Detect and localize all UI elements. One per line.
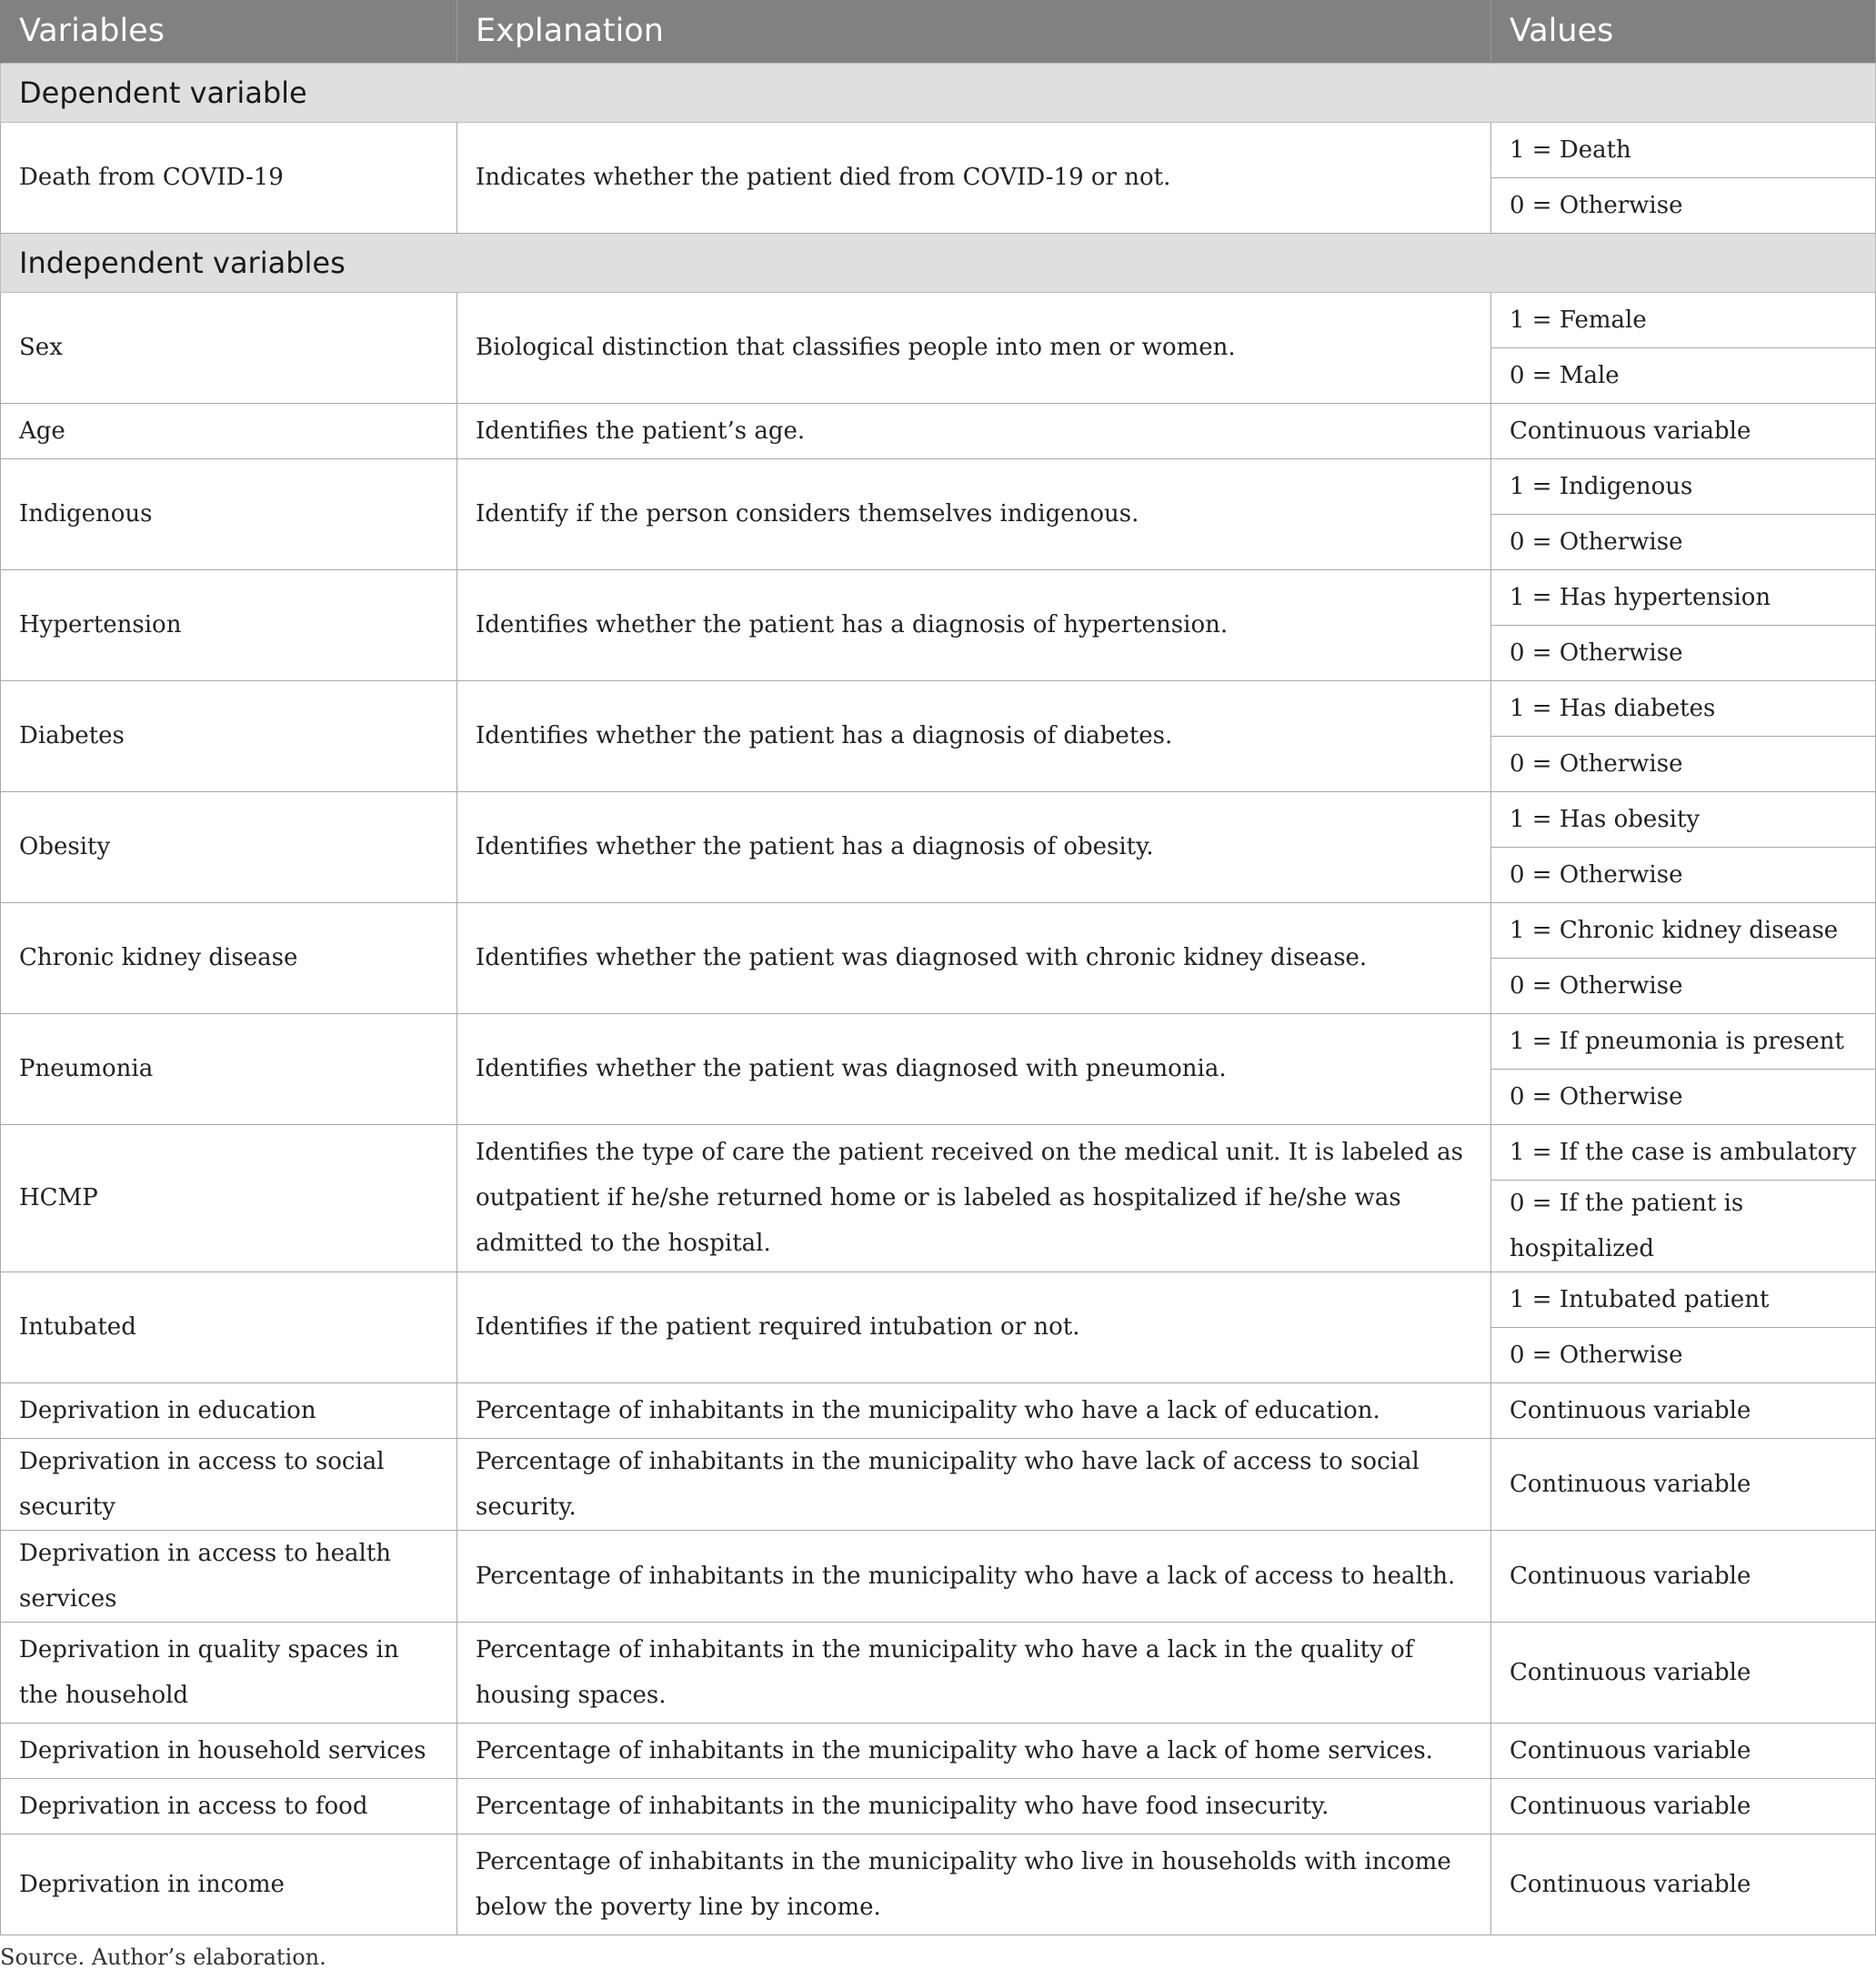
value-cell: Continuous variable bbox=[1491, 1778, 1876, 1834]
explanation-cell: Indicates whether the patient died from COVID-19 or not. bbox=[457, 122, 1491, 233]
value-cell: 1 = Has hypertension bbox=[1491, 569, 1876, 625]
header-variables: Variables bbox=[1, 0, 457, 63]
section-row-independent bbox=[1, 233, 1876, 292]
table-row bbox=[1, 1778, 1876, 1834]
value-cell: Continuous variable bbox=[1491, 1622, 1876, 1723]
explanation-cell: Identifies if the patient required intubation or not. bbox=[457, 1271, 1491, 1382]
explanation-cell: Identifies whether the patient has a diagnosis of hypertension. bbox=[457, 569, 1491, 680]
value-cell: 0 = If the patient is hospitalized bbox=[1491, 1180, 1876, 1271]
explanation-cell: Identifies whether the patient was diagnosed with pneumonia. bbox=[457, 1013, 1491, 1124]
value-cell: 0 = Otherwise bbox=[1491, 625, 1876, 680]
table-row bbox=[1, 1382, 1876, 1438]
explanation-cell: Percentage of inhabitants in the municipality who have a lack of home services. bbox=[457, 1723, 1491, 1778]
value-cell: 1 = Chronic kidney disease bbox=[1491, 902, 1876, 958]
value-cell: 1 = Has obesity bbox=[1491, 791, 1876, 847]
value-cell: 0 = Otherwise bbox=[1491, 847, 1876, 902]
table-row bbox=[1, 1622, 1876, 1723]
table-header-row bbox=[1, 0, 1876, 63]
explanation-cell: Identify if the person considers themselves indigenous. bbox=[457, 458, 1491, 569]
header-explanation: Explanation bbox=[457, 0, 1491, 63]
value-cell: 1 = Female bbox=[1491, 292, 1876, 347]
variable-cell: Death from COVID-19 bbox=[1, 122, 457, 233]
variable-cell: Deprivation in income bbox=[1, 1834, 457, 1935]
value-cell: 0 = Otherwise bbox=[1491, 736, 1876, 791]
variable-cell: Deprivation in education bbox=[1, 1382, 457, 1438]
explanation-cell: Percentage of inhabitants in the municipality who have a lack in the quality of housing spaces. bbox=[457, 1622, 1491, 1723]
explanation-cell: Identifies the type of care the patient received on the medical unit. It is labeled as outpatient if he/she returned home or is labeled as hospitalized if he/she was admitted to the hospital. bbox=[457, 1124, 1491, 1271]
value-cell: 1 = Intubated patient bbox=[1491, 1271, 1876, 1327]
explanation-cell: Biological distinction that classifies people into men or women. bbox=[457, 292, 1491, 403]
value-cell: Continuous variable bbox=[1491, 1530, 1876, 1622]
value-cell: 1 = Has diabetes bbox=[1491, 680, 1876, 736]
value-cell: 0 = Otherwise bbox=[1491, 1327, 1876, 1382]
table-row bbox=[1, 1013, 1876, 1069]
value-cell: 0 = Male bbox=[1491, 347, 1876, 403]
variable-cell: Chronic kidney disease bbox=[1, 902, 457, 1013]
variable-cell: Deprivation in quality spaces in the household bbox=[1, 1622, 457, 1723]
table-row bbox=[1, 902, 1876, 958]
explanation-cell: Percentage of inhabitants in the municipality who have food insecurity. bbox=[457, 1778, 1491, 1834]
variable-cell: Deprivation in access to food bbox=[1, 1778, 457, 1834]
explanation-cell: Percentage of inhabitants in the municipality who have a lack of education. bbox=[457, 1382, 1491, 1438]
table-row bbox=[1, 1834, 1876, 1935]
value-cell: 1 = If pneumonia is present bbox=[1491, 1013, 1876, 1069]
variable-cell: HCMP bbox=[1, 1124, 457, 1271]
explanation-cell: Identifies whether the patient has a diagnosis of diabetes. bbox=[457, 680, 1491, 791]
table-row bbox=[1, 1271, 1876, 1327]
value-cell: 0 = Otherwise bbox=[1491, 514, 1876, 569]
table-row bbox=[1, 1438, 1876, 1530]
variable-cell: Obesity bbox=[1, 791, 457, 902]
value-cell: Continuous variable bbox=[1491, 1438, 1876, 1530]
section-row-dependent bbox=[1, 63, 1876, 122]
table-row bbox=[1, 1124, 1876, 1180]
table-row bbox=[1, 1530, 1876, 1622]
explanation-cell: Identifies whether the patient was diagnosed with chronic kidney disease. bbox=[457, 902, 1491, 1013]
table-row bbox=[1, 403, 1876, 458]
table-row bbox=[1, 680, 1876, 736]
source-footnote: Source. Author’s elaboration. bbox=[0, 1944, 326, 1970]
value-cell: Continuous variable bbox=[1491, 1382, 1876, 1438]
explanation-cell: Identifies whether the patient has a diagnosis of obesity. bbox=[457, 791, 1491, 902]
table-row bbox=[1, 458, 1876, 514]
header-values: Values bbox=[1491, 0, 1876, 63]
section-label: Independent variables bbox=[1, 233, 1876, 292]
value-cell: 1 = Indigenous bbox=[1491, 458, 1876, 514]
value-cell: Continuous variable bbox=[1491, 1723, 1876, 1778]
value-cell: 0 = Otherwise bbox=[1491, 177, 1876, 233]
table-row bbox=[1, 122, 1876, 177]
variable-cell: Deprivation in access to health services bbox=[1, 1530, 457, 1622]
variable-cell: Hypertension bbox=[1, 569, 457, 680]
variable-cell: Sex bbox=[1, 292, 457, 403]
variable-cell: Deprivation in access to social security bbox=[1, 1438, 457, 1530]
variable-cell: Pneumonia bbox=[1, 1013, 457, 1124]
explanation-cell: Percentage of inhabitants in the municipality who have a lack of access to health. bbox=[457, 1530, 1491, 1622]
value-cell: 0 = Otherwise bbox=[1491, 958, 1876, 1013]
table-row bbox=[1, 292, 1876, 347]
section-label: Dependent variable bbox=[1, 63, 1876, 122]
variable-cell: Indigenous bbox=[1, 458, 457, 569]
table-row bbox=[1, 1723, 1876, 1778]
variable-cell: Age bbox=[1, 403, 457, 458]
table-row bbox=[1, 791, 1876, 847]
explanation-cell: Percentage of inhabitants in the municipality who live in households with income below the poverty line by income. bbox=[457, 1834, 1491, 1935]
explanation-cell: Identifies the patient’s age. bbox=[457, 403, 1491, 458]
table-row bbox=[1, 569, 1876, 625]
value-cell: 1 = Death bbox=[1491, 122, 1876, 177]
value-cell: 1 = If the case is ambulatory bbox=[1491, 1124, 1876, 1180]
value-cell: 0 = Otherwise bbox=[1491, 1069, 1876, 1124]
variable-cell: Intubated bbox=[1, 1271, 457, 1382]
explanation-cell: Percentage of inhabitants in the municipality who have lack of access to social security. bbox=[457, 1438, 1491, 1530]
value-cell: Continuous variable bbox=[1491, 403, 1876, 458]
variable-cell: Deprivation in household services bbox=[1, 1723, 457, 1778]
variable-cell: Diabetes bbox=[1, 680, 457, 791]
value-cell: Continuous variable bbox=[1491, 1834, 1876, 1935]
